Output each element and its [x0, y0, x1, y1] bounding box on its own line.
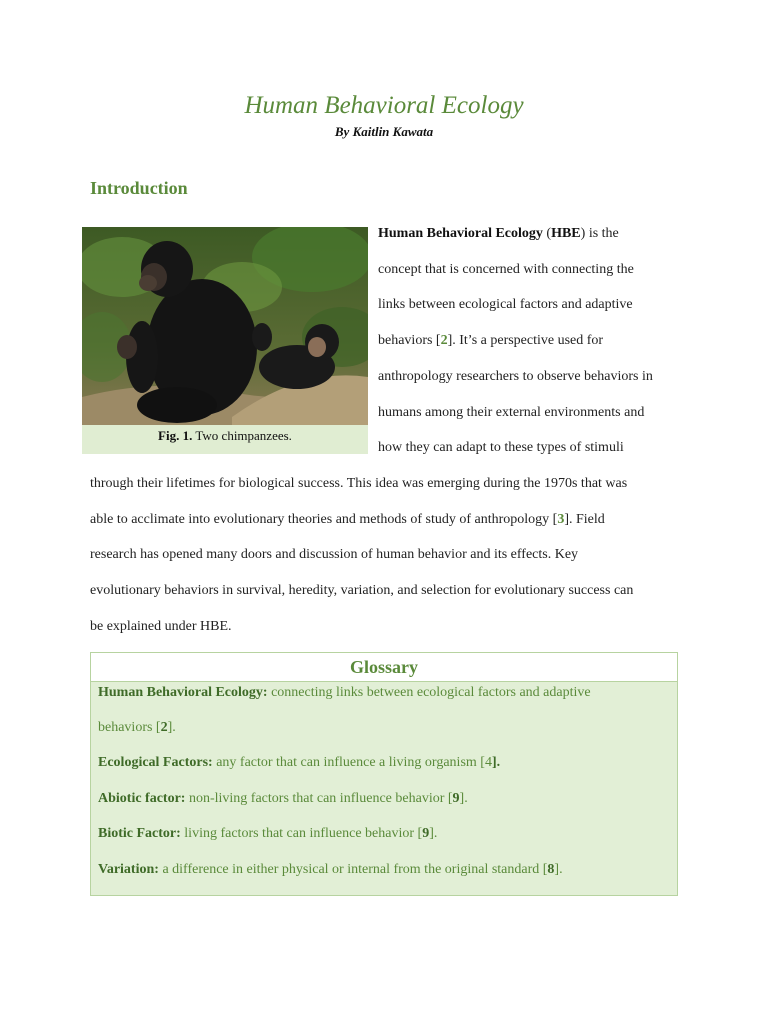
chimpanzee-photo — [82, 227, 368, 425]
intro-line-9: able to acclimate into evolutionary theories and methods of study of anthropology [3]. Field — [90, 512, 605, 527]
intro-line-1: Human Behavioral Ecology (HBE) is the — [378, 226, 619, 241]
glossary-entry: Ecological Factors: any factor that can influence a living organism [4]. — [98, 755, 501, 770]
glossary-entry: Variation: a difference in either physical or internal from the original standard [8]. — [98, 862, 563, 877]
glossary-entry: Abiotic factor: non-living factors that can influence behavior [9]. — [98, 791, 468, 806]
glossary-box — [90, 652, 678, 896]
intro-line-12: be explained under HBE. — [90, 619, 232, 634]
glossary-entry: Biotic Factor: living factors that can influence behavior [9]. — [98, 826, 438, 841]
figure-1 — [82, 227, 368, 455]
intro-line-10: research has opened many doors and discussion of human behavior and its effects. Key — [90, 547, 579, 562]
figure-caption — [82, 425, 368, 454]
author-byline: By Kaitlin Kawata — [334, 124, 434, 139]
section-heading-introduction: Introduction — [90, 178, 188, 198]
citation-link[interactable]: 9 — [452, 791, 460, 806]
citation-link[interactable]: 8 — [547, 862, 555, 877]
citation-link[interactable]: 9 — [422, 826, 430, 841]
intro-line-2: concept that is concerned with connecting the — [378, 262, 634, 277]
intro-line-11: evolutionary behaviors in survival, heredity, variation, and selection for evolutionary success can — [90, 583, 634, 598]
intro-line-5: anthropology researchers to observe behaviors in — [378, 369, 653, 384]
intro-line-8: through their lifetimes for biological success. This idea was emerging during the 1970s that was — [90, 476, 628, 491]
document-title: Human Behavioral Ecology — [244, 92, 524, 119]
citation-link[interactable]: 2 — [440, 333, 448, 348]
intro-line-6: humans among their external environments and — [378, 405, 645, 420]
citation-link[interactable]: 3 — [557, 512, 565, 527]
intro-line-4: behaviors [2]. It’s a perspective used for — [378, 333, 604, 348]
intro-line-7: how they can adapt to these types of stimuli — [378, 440, 624, 455]
intro-line-3: links between ecological factors and adaptive — [378, 297, 633, 312]
figure-caption-text: Two chimpanzees. — [192, 428, 292, 443]
glossary-entry: Human Behavioral Ecology: connecting links between ecological factors and adaptive — [98, 685, 591, 700]
citation-link[interactable]: 2 — [160, 720, 168, 735]
glossary-heading: Glossary — [91, 653, 677, 682]
figure-label: Fig. 1. — [158, 428, 193, 443]
glossary-entry-continued: behaviors [2]. — [98, 720, 176, 735]
